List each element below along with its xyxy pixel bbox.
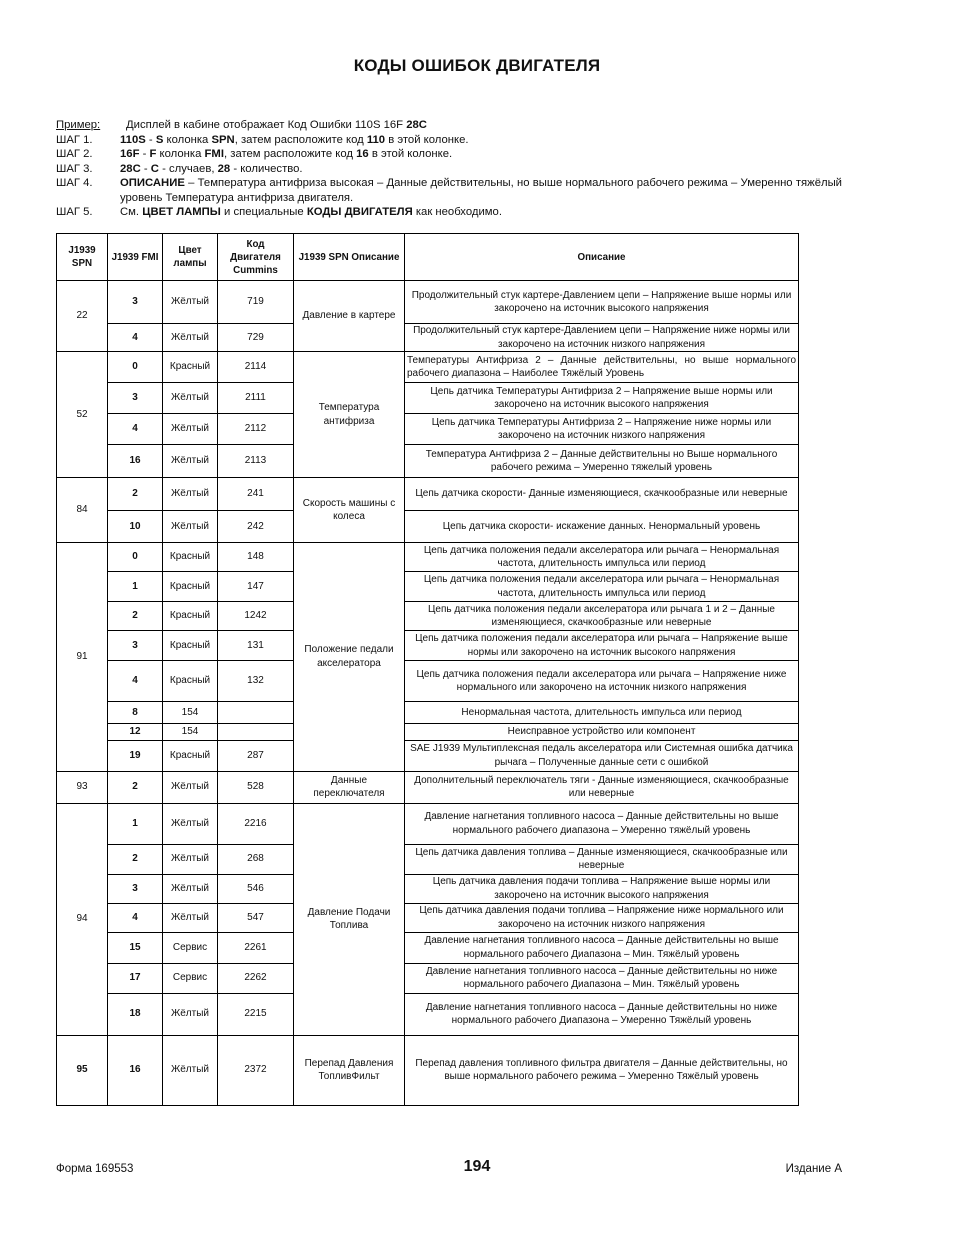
steps-list	[56, 133, 842, 220]
fmi-cell: 8	[108, 702, 163, 724]
cummins-code-cell: 242	[218, 511, 294, 543]
fmi-cell: 0	[108, 352, 163, 383]
cummins-code-cell: 132	[218, 661, 294, 702]
spn-cell: 95	[57, 1035, 108, 1105]
step-text	[120, 133, 842, 148]
step-fragment: - количество.	[230, 162, 303, 175]
step-keyword: 28	[217, 162, 231, 175]
cummins-code-cell: 2114	[218, 352, 294, 383]
lamp-color-cell: Жёлтый	[163, 874, 218, 903]
lamp-color-cell: Красный	[163, 572, 218, 602]
description-cell: Давление нагнетания топливного насоса – Данные действительны но выше нормального рабочего диапазона – Умеренно тяжёлый уровень	[405, 803, 799, 844]
spn-description-cell: Температура антифриза	[294, 352, 405, 478]
step-keyword: 110S	[120, 133, 146, 146]
lamp-color-cell: 154	[163, 702, 218, 724]
table-row	[57, 844, 799, 874]
step-keyword: КОДЫ ДВИГАТЕЛЯ	[306, 206, 413, 218]
step-keyword: S	[155, 133, 164, 146]
lamp-color-cell: Красный	[163, 631, 218, 661]
cummins-code-cell	[218, 702, 294, 724]
fmi-cell: 3	[108, 874, 163, 903]
step-fragment: - случаев,	[158, 162, 218, 175]
fmi-cell: 15	[108, 932, 163, 963]
step-keyword: ЦВЕТ ЛАМПЫ	[142, 206, 221, 218]
fmi-cell: 4	[108, 324, 163, 352]
lamp-color-cell: Жёлтый	[163, 445, 218, 478]
spn-description-cell: Данные переключателя	[294, 771, 405, 803]
table-row	[57, 631, 799, 661]
step-fragment: колонка	[163, 133, 212, 146]
table-row	[57, 1035, 799, 1105]
step-line	[56, 133, 842, 148]
fmi-cell: 16	[108, 1035, 163, 1105]
error-codes-table	[56, 233, 799, 1106]
fmi-cell: 17	[108, 963, 163, 993]
spn-description-cell: Давление в картере	[294, 281, 405, 352]
description-cell: Цепь датчика положения педали акселератора или рычага – Напряжение ниже нормального или закорочено на источник низкого напряжения	[405, 661, 799, 702]
step-line	[56, 176, 842, 205]
step-line	[56, 205, 842, 220]
table-row	[57, 903, 799, 932]
header-spn: J1939 SPN	[57, 234, 108, 281]
step-fragment: колонка	[156, 148, 205, 160]
fmi-cell: 3	[108, 631, 163, 661]
lamp-color-cell: Красный	[163, 740, 218, 771]
table-row	[57, 963, 799, 993]
table-header-row	[57, 234, 799, 281]
description-cell: Цепь датчика положения педали акселератора или рычага – Напряжение выше нормы или закорочено на источник высокого напряжения	[405, 631, 799, 661]
description-cell: Цепь датчика скорости- искажение данных. Ненормальный уровень	[405, 511, 799, 543]
description-cell: Цепь датчика давления подачи топлива – Напряжение выше нормы или закорочено на источник высокого напряжения	[405, 874, 799, 903]
description-cell: Давление нагнетания топливного насоса – Данные действительны но ниже нормального рабочего Диапазона – Умеренно Тяжёлый уровень	[405, 993, 799, 1035]
cummins-code-cell: 287	[218, 740, 294, 771]
fmi-cell: 18	[108, 993, 163, 1035]
fmi-cell: 2	[108, 478, 163, 511]
fmi-cell: 1	[108, 572, 163, 602]
lamp-color-cell: Жёлтый	[163, 414, 218, 445]
fmi-cell: 4	[108, 903, 163, 932]
example-line	[56, 118, 842, 133]
cummins-code-cell: 2113	[218, 445, 294, 478]
table-row	[57, 414, 799, 445]
description-cell: Цепь датчика давления топлива – Данные изменяющиеся, скачкообразные или неверные	[405, 844, 799, 874]
lamp-color-cell: Жёлтый	[163, 803, 218, 844]
header-description: Описание	[405, 234, 799, 281]
cummins-code-cell: 2262	[218, 963, 294, 993]
example-code: 28C	[406, 119, 427, 131]
step-fragment: -	[140, 162, 151, 175]
description-cell: Цепь датчика Температуры Антифриза 2 – Напряжение ниже нормы или закорочено на источник низкого напряжения	[405, 414, 799, 445]
step-fragment: , затем расположите код	[234, 133, 367, 146]
table-row	[57, 445, 799, 478]
table-row	[57, 661, 799, 702]
step-keyword: ОПИСАНИЕ	[120, 177, 185, 189]
step-text	[120, 162, 842, 177]
step-label: ШАГ 3.	[56, 162, 93, 175]
page-title: КОДЫ ОШИБОК ДВИГАТЕЛЯ	[353, 56, 601, 75]
description-cell: Дополнительный переключатель тяги - Данные изменяющиеся, скачкообразные или неверные	[405, 771, 799, 803]
step-text	[120, 176, 842, 205]
description-cell: Давление нагнетания топливного насоса – Данные действительны но ниже нормального рабочего Диапазона – Мин. Тяжёлый уровень	[405, 963, 799, 993]
table-row	[57, 324, 799, 352]
fmi-cell: 2	[108, 602, 163, 631]
step-line	[56, 162, 842, 177]
fmi-cell: 2	[108, 771, 163, 803]
lamp-color-cell: Жёлтый	[163, 281, 218, 324]
lamp-color-cell: Жёлтый	[163, 844, 218, 874]
fmi-cell: 3	[108, 281, 163, 324]
description-cell: Продолжительный стук картере-Давлением цепи – Напряжение выше нормы или закорочено на источник высокого напряжения	[405, 281, 799, 324]
step-keyword: 110	[366, 133, 386, 146]
table-row	[57, 572, 799, 602]
step-keyword: 16	[356, 148, 369, 160]
description-cell: Ненормальная частота, длительность импульса или период	[405, 702, 799, 724]
spn-cell: 22	[57, 281, 108, 352]
description-cell: Давление нагнетания топливного насоса – Данные действительны но выше нормального рабочего Диапазона – Мин. Тяжёлый уровень	[405, 932, 799, 963]
table-row	[57, 724, 799, 741]
description-cell: Неисправное устройство или компонент	[405, 724, 799, 741]
lamp-color-cell: Красный	[163, 352, 218, 383]
step-fragment: в этой колонке.	[385, 133, 469, 146]
table-row	[57, 281, 799, 324]
spn-cell: 93	[57, 771, 108, 803]
description-cell: Продолжительный стук картере-Давлением цепи – Напряжение ниже нормы или закорочено на источник низкого напряжения	[405, 324, 799, 352]
cummins-code-cell: 268	[218, 844, 294, 874]
step-label: ШАГ 2.	[56, 148, 93, 160]
example-text: Дисплей в кабине отображает Код Ошибки 110S 16F	[126, 119, 407, 131]
fmi-cell: 19	[108, 740, 163, 771]
table-row	[57, 874, 799, 903]
lamp-color-cell: Красный	[163, 602, 218, 631]
spn-cell: 52	[57, 352, 108, 478]
cummins-code-cell: 2112	[218, 414, 294, 445]
description-cell: Цепь датчика положения педали акселератора или рычага – Ненормальная частота, длительность импульса или период	[405, 543, 799, 572]
spn-description-cell: Давление Подачи Топлива	[294, 803, 405, 1035]
cummins-code-cell: 547	[218, 903, 294, 932]
description-cell: SAE J1939 Мультиплексная педаль акселератора или Системная ошибка датчика рычага – Полученные данные сети с ошибкой	[405, 740, 799, 771]
step-fragment: и специальные	[220, 206, 307, 218]
cummins-code-cell	[218, 724, 294, 741]
spn-description-cell: Положение педали акселератора	[294, 543, 405, 772]
step-fragment: в этой колонке.	[368, 148, 453, 160]
lamp-color-cell: Сервис	[163, 963, 218, 993]
fmi-cell: 3	[108, 383, 163, 414]
table-row	[57, 602, 799, 631]
lamp-color-cell: Жёлтый	[163, 324, 218, 352]
step-keyword: FMI	[204, 148, 224, 160]
lamp-color-cell: Жёлтый	[163, 383, 218, 414]
lamp-color-cell: Красный	[163, 543, 218, 572]
step-keyword: C	[150, 162, 159, 175]
table-row	[57, 702, 799, 724]
cummins-code-cell: 729	[218, 324, 294, 352]
table-row	[57, 771, 799, 803]
step-keyword: 16F	[120, 148, 140, 160]
step-label: ШАГ 4.	[56, 177, 93, 189]
table-row	[57, 932, 799, 963]
cummins-code-cell: 2111	[218, 383, 294, 414]
description-cell: Цепь датчика скорости- Данные изменяющиеся, скачкообразные или неверные	[405, 478, 799, 511]
description-cell: Температуры Антифриза 2 – Данные действительны, но выше нормального рабочего диапазона – Наиболее Тяжёлый Уровень	[405, 352, 799, 383]
fmi-cell: 10	[108, 511, 163, 543]
form-number: Форма 169553	[56, 1163, 134, 1175]
header-lamp: Цвет лампы	[163, 234, 218, 281]
spn-description-cell: Скорость машины с колеса	[294, 478, 405, 543]
page-number: 194	[463, 1158, 491, 1175]
cummins-code-cell: 148	[218, 543, 294, 572]
lamp-color-cell: Жёлтый	[163, 771, 218, 803]
description-cell: Перепад давления топливного фильтра двигателя – Данные действительны, но выше нормального рабочего режима – Умеренно Тяжёлый уровень	[405, 1035, 799, 1105]
instructions	[56, 118, 842, 220]
lamp-color-cell: Жёлтый	[163, 478, 218, 511]
lamp-color-cell: Жёлтый	[163, 511, 218, 543]
header-spn-description: J1939 SPN Описание	[294, 234, 405, 281]
header-fmi: J1939 FMI	[108, 234, 163, 281]
step-text	[120, 205, 842, 220]
table-row	[57, 543, 799, 572]
lamp-color-cell: Жёлтый	[163, 903, 218, 932]
edition: Издание A	[785, 1163, 842, 1175]
cummins-code-cell: 2216	[218, 803, 294, 844]
cummins-code-cell: 131	[218, 631, 294, 661]
description-cell: Температура Антифриза 2 – Данные действительны но Выше нормального рабочего режима – Умеренно тяжелый уровень	[405, 445, 799, 478]
fmi-cell: 1	[108, 803, 163, 844]
lamp-color-cell: Жёлтый	[163, 1035, 218, 1105]
step-fragment: См.	[120, 206, 143, 218]
cummins-code-cell: 241	[218, 478, 294, 511]
table-row	[57, 511, 799, 543]
header-cummins-code: Код Двигателя Cummins	[218, 234, 294, 281]
step-fragment: как необходимо.	[412, 206, 502, 218]
step-fragment: , затем расположите код	[223, 148, 357, 160]
step-keyword: F	[149, 148, 157, 160]
lamp-color-cell: Красный	[163, 661, 218, 702]
spn-description-cell: Перепад Давления ТопливФильт	[294, 1035, 405, 1105]
spn-cell: 84	[57, 478, 108, 543]
step-fragment: -	[139, 148, 150, 160]
table-row	[57, 478, 799, 511]
description-cell: Цепь датчика положения педали акселератора или рычага 1 и 2 – Данные изменяющиеся, скачкообразные или неверные	[405, 602, 799, 631]
lamp-color-cell: 154	[163, 724, 218, 741]
step-text	[120, 147, 842, 162]
description-cell: Цепь датчика Температуры Антифриза 2 – Напряжение выше нормы или закорочено на источник высокого напряжения	[405, 383, 799, 414]
cummins-code-cell: 546	[218, 874, 294, 903]
spn-cell: 94	[57, 803, 108, 1035]
table-row	[57, 352, 799, 383]
step-label: ШАГ 5.	[56, 206, 93, 218]
table-row	[57, 993, 799, 1035]
step-keyword: 28C	[120, 162, 141, 175]
cummins-code-cell: 1242	[218, 602, 294, 631]
step-label: ШАГ 1.	[56, 133, 93, 146]
lamp-color-cell: Сервис	[163, 932, 218, 963]
step-line	[56, 147, 842, 162]
spn-cell: 91	[57, 543, 108, 772]
table-row	[57, 383, 799, 414]
cummins-code-cell: 2261	[218, 932, 294, 963]
step-fragment: -	[145, 133, 156, 146]
cummins-code-cell: 2215	[218, 993, 294, 1035]
fmi-cell: 4	[108, 661, 163, 702]
cummins-code-cell: 2372	[218, 1035, 294, 1105]
fmi-cell: 4	[108, 414, 163, 445]
description-cell: Цепь датчика давления подачи топлива – Напряжение ниже нормального или закорочено на источник низкого напряжения	[405, 903, 799, 932]
step-fragment: – Температура антифриза высокая – Данные действительны, но выше нормального рабочего режима – Умеренно тяжёлый уровень Температура антифриза двигателя.	[120, 177, 842, 204]
table-row	[57, 803, 799, 844]
fmi-cell: 0	[108, 543, 163, 572]
fmi-cell: 12	[108, 724, 163, 741]
lamp-color-cell: Жёлтый	[163, 993, 218, 1035]
table-row	[57, 740, 799, 771]
fmi-cell: 2	[108, 844, 163, 874]
description-cell: Цепь датчика положения педали акселератора или рычага – Ненормальная частота, длительность импульса или период	[405, 572, 799, 602]
cummins-code-cell: 147	[218, 572, 294, 602]
cummins-code-cell: 719	[218, 281, 294, 324]
example-label: Пример:	[56, 119, 101, 131]
fmi-cell: 16	[108, 445, 163, 478]
step-keyword: SPN	[211, 133, 235, 146]
cummins-code-cell: 528	[218, 771, 294, 803]
